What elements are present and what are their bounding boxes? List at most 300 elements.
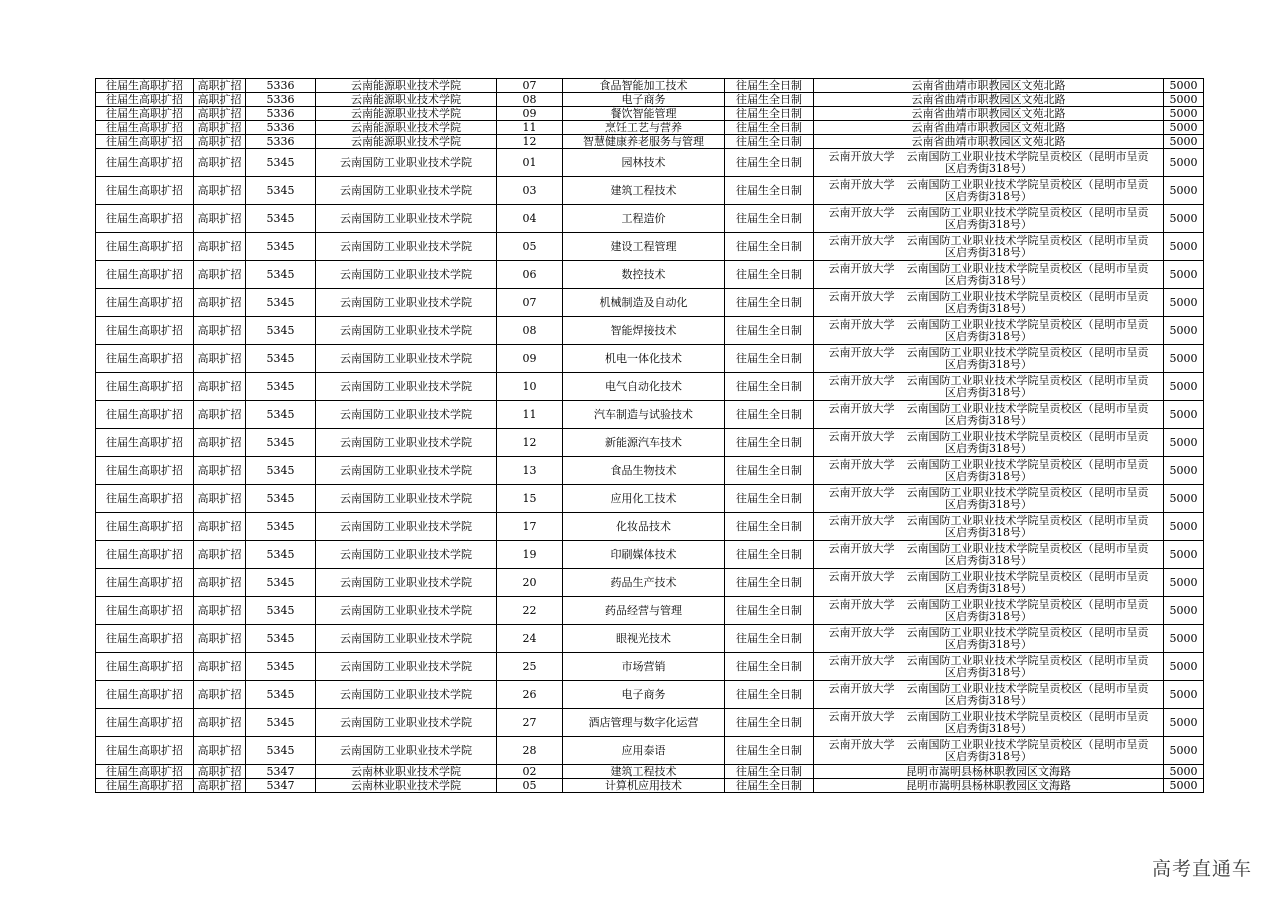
major-name-cell: 印刷媒体技术 [563, 541, 725, 569]
major-code-cell: 13 [497, 457, 563, 485]
major-code-cell: 03 [497, 177, 563, 205]
category-cell: 往届生高职扩招 [96, 709, 194, 737]
study-mode-cell: 往届生全日制 [725, 93, 814, 107]
table-row [96, 709, 1204, 737]
study-mode-cell: 往届生全日制 [725, 289, 814, 317]
school-name-cell: 云南国防工业职业技术学院 [316, 737, 497, 765]
school-code-cell: 5336 [246, 79, 316, 93]
school-code-cell: 5336 [246, 107, 316, 121]
major-name-cell: 智慧健康养老服务与管理 [563, 135, 725, 149]
table-row [96, 653, 1204, 681]
study-mode-cell: 往届生全日制 [725, 765, 814, 779]
plan-cell: 5000 [1164, 289, 1204, 317]
address-line2: 区启秀街318号） [945, 637, 1032, 651]
school-name-cell: 云南国防工业职业技术学院 [316, 429, 497, 457]
study-mode-cell: 往届生全日制 [725, 485, 814, 513]
type-cell: 高职扩招 [194, 233, 246, 261]
major-code-cell: 02 [497, 765, 563, 779]
major-code-cell: 26 [497, 681, 563, 709]
address-line1: 云南国防工业职业技术学院呈贡校区（昆明市呈贡 [906, 457, 1149, 471]
study-mode-cell: 往届生全日制 [725, 625, 814, 653]
address-line1: 云南国防工业职业技术学院呈贡校区（昆明市呈贡 [906, 569, 1149, 583]
address-line1: 云南国防工业职业技术学院呈贡校区（昆明市呈贡 [906, 625, 1149, 639]
major-name-cell: 酒店管理与数字化运营 [563, 709, 725, 737]
type-cell: 高职扩招 [194, 485, 246, 513]
table-row [96, 597, 1204, 625]
type-cell: 高职扩招 [194, 79, 246, 93]
address-line2: 区启秀街318号） [945, 609, 1032, 623]
address-cell [814, 485, 1164, 513]
type-cell: 高职扩招 [194, 177, 246, 205]
address-cell: 昆明市嵩明县杨林职教园区文海路 [814, 779, 1164, 793]
table-row [96, 625, 1204, 653]
address-campus: 云南开放大学 [828, 737, 895, 751]
type-cell: 高职扩招 [194, 373, 246, 401]
address-campus: 云南开放大学 [828, 709, 895, 723]
major-code-cell: 20 [497, 569, 563, 597]
address-line1: 云南国防工业职业技术学院呈贡校区（昆明市呈贡 [906, 149, 1149, 163]
school-name-cell: 云南国防工业职业技术学院 [316, 149, 497, 177]
study-mode-cell: 往届生全日制 [725, 317, 814, 345]
study-mode-cell: 往届生全日制 [725, 541, 814, 569]
address-campus: 云南开放大学 [828, 513, 895, 527]
plan-cell: 5000 [1164, 205, 1204, 233]
school-name-cell: 云南国防工业职业技术学院 [316, 569, 497, 597]
category-cell: 往届生高职扩招 [96, 107, 194, 121]
plan-cell: 5000 [1164, 737, 1204, 765]
address-line1: 云南国防工业职业技术学院呈贡校区（昆明市呈贡 [906, 345, 1149, 359]
major-code-cell: 09 [497, 107, 563, 121]
address-campus: 云南开放大学 [828, 149, 895, 163]
school-name-cell: 云南国防工业职业技术学院 [316, 345, 497, 373]
address-campus: 云南开放大学 [828, 373, 895, 387]
plan-cell: 5000 [1164, 779, 1204, 793]
address-line2: 区启秀街318号） [945, 245, 1032, 259]
address-line2: 区启秀街318号） [945, 525, 1032, 539]
major-name-cell: 建设工程管理 [563, 233, 725, 261]
address-cell [814, 373, 1164, 401]
school-name-cell: 云南国防工业职业技术学院 [316, 373, 497, 401]
school-code-cell: 5345 [246, 261, 316, 289]
major-name-cell: 烹饪工艺与营养 [563, 121, 725, 135]
plan-cell: 5000 [1164, 625, 1204, 653]
address-line2: 区启秀街318号） [945, 357, 1032, 371]
address-line2: 区启秀街318号） [945, 665, 1032, 679]
category-cell: 往届生高职扩招 [96, 317, 194, 345]
plan-cell: 5000 [1164, 709, 1204, 737]
major-name-cell: 园林技术 [563, 149, 725, 177]
school-code-cell: 5345 [246, 149, 316, 177]
study-mode-cell: 往届生全日制 [725, 107, 814, 121]
plan-cell: 5000 [1164, 569, 1204, 597]
address-cell: 云南省曲靖市职教园区文苑北路 [814, 93, 1164, 107]
type-cell: 高职扩招 [194, 625, 246, 653]
address-line2: 区启秀街318号） [945, 301, 1032, 315]
plan-cell: 5000 [1164, 135, 1204, 149]
address-campus: 云南开放大学 [828, 429, 895, 443]
category-cell: 往届生高职扩招 [96, 233, 194, 261]
major-code-cell: 08 [497, 93, 563, 107]
address-cell [814, 569, 1164, 597]
major-code-cell: 22 [497, 597, 563, 625]
major-name-cell: 眼视光技术 [563, 625, 725, 653]
type-cell: 高职扩招 [194, 289, 246, 317]
plan-cell: 5000 [1164, 177, 1204, 205]
school-name-cell: 云南国防工业职业技术学院 [316, 625, 497, 653]
address-cell: 云南省曲靖市职教园区文苑北路 [814, 107, 1164, 121]
school-code-cell: 5345 [246, 737, 316, 765]
address-line1: 云南国防工业职业技术学院呈贡校区（昆明市呈贡 [906, 709, 1149, 723]
address-line2: 区启秀街318号） [945, 413, 1032, 427]
school-code-cell: 5345 [246, 485, 316, 513]
address-line2: 区启秀街318号） [945, 329, 1032, 343]
school-name-cell: 云南能源职业技术学院 [316, 135, 497, 149]
type-cell: 高职扩招 [194, 779, 246, 793]
table-row [96, 373, 1204, 401]
address-line1: 云南国防工业职业技术学院呈贡校区（昆明市呈贡 [906, 485, 1149, 499]
school-code-cell: 5345 [246, 625, 316, 653]
address-cell [814, 205, 1164, 233]
table-row [96, 79, 1204, 93]
type-cell: 高职扩招 [194, 135, 246, 149]
address-campus: 云南开放大学 [828, 569, 895, 583]
type-cell: 高职扩招 [194, 765, 246, 779]
school-code-cell: 5345 [246, 541, 316, 569]
address-campus: 云南开放大学 [828, 485, 895, 499]
school-code-cell: 5345 [246, 177, 316, 205]
address-line2: 区启秀街318号） [945, 441, 1032, 455]
type-cell: 高职扩招 [194, 317, 246, 345]
study-mode-cell: 往届生全日制 [725, 709, 814, 737]
major-code-cell: 11 [497, 121, 563, 135]
type-cell: 高职扩招 [194, 569, 246, 597]
address-cell [814, 625, 1164, 653]
major-code-cell: 15 [497, 485, 563, 513]
category-cell: 往届生高职扩招 [96, 737, 194, 765]
major-code-cell: 04 [497, 205, 563, 233]
address-line2: 区启秀街318号） [945, 217, 1032, 231]
major-code-cell: 12 [497, 429, 563, 457]
major-name-cell: 建筑工程技术 [563, 177, 725, 205]
table-row [96, 107, 1204, 121]
address-cell [814, 457, 1164, 485]
major-code-cell: 24 [497, 625, 563, 653]
study-mode-cell: 往届生全日制 [725, 779, 814, 793]
category-cell: 往届生高职扩招 [96, 401, 194, 429]
major-code-cell: 17 [497, 513, 563, 541]
type-cell: 高职扩招 [194, 205, 246, 233]
address-campus: 云南开放大学 [828, 345, 895, 359]
address-line2: 区启秀街318号） [945, 721, 1032, 735]
study-mode-cell: 往届生全日制 [725, 681, 814, 709]
type-cell: 高职扩招 [194, 261, 246, 289]
address-cell [814, 317, 1164, 345]
school-name-cell: 云南国防工业职业技术学院 [316, 681, 497, 709]
school-code-cell: 5345 [246, 429, 316, 457]
category-cell: 往届生高职扩招 [96, 513, 194, 541]
category-cell: 往届生高职扩招 [96, 373, 194, 401]
category-cell: 往届生高职扩招 [96, 205, 194, 233]
table-row [96, 233, 1204, 261]
school-code-cell: 5345 [246, 681, 316, 709]
plan-cell: 5000 [1164, 765, 1204, 779]
major-name-cell: 机械制造及自动化 [563, 289, 725, 317]
plan-cell: 5000 [1164, 457, 1204, 485]
address-cell [814, 681, 1164, 709]
plan-cell: 5000 [1164, 149, 1204, 177]
major-name-cell: 市场营销 [563, 653, 725, 681]
category-cell: 往届生高职扩招 [96, 261, 194, 289]
address-cell [814, 177, 1164, 205]
plan-cell: 5000 [1164, 121, 1204, 135]
major-name-cell: 新能源汽车技术 [563, 429, 725, 457]
address-campus: 云南开放大学 [828, 681, 895, 695]
address-line1: 云南国防工业职业技术学院呈贡校区（昆明市呈贡 [906, 373, 1149, 387]
study-mode-cell: 往届生全日制 [725, 513, 814, 541]
category-cell: 往届生高职扩招 [96, 289, 194, 317]
major-code-cell: 10 [497, 373, 563, 401]
school-name-cell: 云南国防工业职业技术学院 [316, 485, 497, 513]
address-campus: 云南开放大学 [828, 289, 895, 303]
address-cell [814, 513, 1164, 541]
school-code-cell: 5336 [246, 135, 316, 149]
category-cell: 往届生高职扩招 [96, 429, 194, 457]
address-cell [814, 597, 1164, 625]
address-campus: 云南开放大学 [828, 597, 895, 611]
table-row [96, 457, 1204, 485]
school-name-cell: 云南能源职业技术学院 [316, 107, 497, 121]
major-code-cell: 11 [497, 401, 563, 429]
category-cell: 往届生高职扩招 [96, 135, 194, 149]
major-code-cell: 05 [497, 233, 563, 261]
address-line2: 区启秀街318号） [945, 469, 1032, 483]
table-row [96, 737, 1204, 765]
address-cell: 云南省曲靖市职教园区文苑北路 [814, 121, 1164, 135]
major-name-cell: 电气自动化技术 [563, 373, 725, 401]
plan-cell: 5000 [1164, 653, 1204, 681]
major-name-cell: 食品生物技术 [563, 457, 725, 485]
address-line2: 区启秀街318号） [945, 273, 1032, 287]
address-line1: 云南国防工业职业技术学院呈贡校区（昆明市呈贡 [906, 681, 1149, 695]
major-name-cell: 数控技术 [563, 261, 725, 289]
school-name-cell: 云南国防工业职业技术学院 [316, 457, 497, 485]
table-row [96, 401, 1204, 429]
plan-cell: 5000 [1164, 681, 1204, 709]
major-name-cell: 药品生产技术 [563, 569, 725, 597]
address-cell [814, 261, 1164, 289]
table-body [96, 79, 1204, 793]
address-campus: 云南开放大学 [828, 653, 895, 667]
major-name-cell: 药品经营与管理 [563, 597, 725, 625]
category-cell: 往届生高职扩招 [96, 121, 194, 135]
type-cell: 高职扩招 [194, 107, 246, 121]
school-name-cell: 云南国防工业职业技术学院 [316, 205, 497, 233]
enrollment-table [95, 78, 1204, 793]
address-line1: 云南国防工业职业技术学院呈贡校区（昆明市呈贡 [906, 289, 1149, 303]
school-code-cell: 5345 [246, 569, 316, 597]
school-name-cell: 云南国防工业职业技术学院 [316, 233, 497, 261]
study-mode-cell: 往届生全日制 [725, 569, 814, 597]
address-line1: 云南国防工业职业技术学院呈贡校区（昆明市呈贡 [906, 737, 1149, 751]
table-row [96, 93, 1204, 107]
table-row [96, 149, 1204, 177]
school-code-cell: 5345 [246, 653, 316, 681]
plan-cell: 5000 [1164, 345, 1204, 373]
address-line2: 区启秀街318号） [945, 189, 1032, 203]
category-cell: 往届生高职扩招 [96, 149, 194, 177]
address-line1: 云南国防工业职业技术学院呈贡校区（昆明市呈贡 [906, 261, 1149, 275]
plan-cell: 5000 [1164, 107, 1204, 121]
school-code-cell: 5345 [246, 317, 316, 345]
address-line1: 云南国防工业职业技术学院呈贡校区（昆明市呈贡 [906, 233, 1149, 247]
address-campus: 云南开放大学 [828, 261, 895, 275]
study-mode-cell: 往届生全日制 [725, 457, 814, 485]
study-mode-cell: 往届生全日制 [725, 121, 814, 135]
category-cell: 往届生高职扩招 [96, 79, 194, 93]
school-name-cell: 云南国防工业职业技术学院 [316, 513, 497, 541]
major-code-cell: 05 [497, 779, 563, 793]
type-cell: 高职扩招 [194, 653, 246, 681]
school-name-cell: 云南国防工业职业技术学院 [316, 289, 497, 317]
address-cell [814, 709, 1164, 737]
type-cell: 高职扩招 [194, 737, 246, 765]
category-cell: 往届生高职扩招 [96, 177, 194, 205]
plan-cell: 5000 [1164, 541, 1204, 569]
address-campus: 云南开放大学 [828, 625, 895, 639]
table-row [96, 289, 1204, 317]
major-code-cell: 19 [497, 541, 563, 569]
address-campus: 云南开放大学 [828, 457, 895, 471]
major-code-cell: 01 [497, 149, 563, 177]
school-code-cell: 5336 [246, 121, 316, 135]
major-name-cell: 应用泰语 [563, 737, 725, 765]
type-cell: 高职扩招 [194, 429, 246, 457]
type-cell: 高职扩招 [194, 401, 246, 429]
category-cell: 往届生高职扩招 [96, 345, 194, 373]
address-cell: 云南省曲靖市职教园区文苑北路 [814, 135, 1164, 149]
major-code-cell: 28 [497, 737, 563, 765]
school-name-cell: 云南能源职业技术学院 [316, 93, 497, 107]
type-cell: 高职扩招 [194, 93, 246, 107]
address-line1: 云南国防工业职业技术学院呈贡校区（昆明市呈贡 [906, 317, 1149, 331]
major-code-cell: 07 [497, 79, 563, 93]
school-name-cell: 云南林业职业技术学院 [316, 779, 497, 793]
table-row [96, 513, 1204, 541]
study-mode-cell: 往届生全日制 [725, 345, 814, 373]
study-mode-cell: 往届生全日制 [725, 261, 814, 289]
plan-cell: 5000 [1164, 233, 1204, 261]
school-code-cell: 5345 [246, 401, 316, 429]
address-cell [814, 401, 1164, 429]
type-cell: 高职扩招 [194, 597, 246, 625]
plan-cell: 5000 [1164, 401, 1204, 429]
school-name-cell: 云南国防工业职业技术学院 [316, 709, 497, 737]
study-mode-cell: 往届生全日制 [725, 429, 814, 457]
school-code-cell: 5345 [246, 709, 316, 737]
major-name-cell: 化妆品技术 [563, 513, 725, 541]
address-line1: 云南国防工业职业技术学院呈贡校区（昆明市呈贡 [906, 401, 1149, 415]
address-line2: 区启秀街318号） [945, 749, 1032, 763]
category-cell: 往届生高职扩招 [96, 541, 194, 569]
address-campus: 云南开放大学 [828, 205, 895, 219]
school-name-cell: 云南国防工业职业技术学院 [316, 317, 497, 345]
plan-cell: 5000 [1164, 513, 1204, 541]
category-cell: 往届生高职扩招 [96, 569, 194, 597]
type-cell: 高职扩招 [194, 457, 246, 485]
table-row [96, 779, 1204, 793]
school-code-cell: 5336 [246, 93, 316, 107]
address-cell [814, 345, 1164, 373]
address-cell [814, 149, 1164, 177]
category-cell: 往届生高职扩招 [96, 597, 194, 625]
table-row [96, 541, 1204, 569]
study-mode-cell: 往届生全日制 [725, 401, 814, 429]
address-line2: 区启秀街318号） [945, 497, 1032, 511]
address-line1: 云南国防工业职业技术学院呈贡校区（昆明市呈贡 [906, 541, 1149, 555]
major-name-cell: 餐饮智能管理 [563, 107, 725, 121]
table-row [96, 205, 1204, 233]
plan-cell: 5000 [1164, 373, 1204, 401]
address-line1: 云南国防工业职业技术学院呈贡校区（昆明市呈贡 [906, 177, 1149, 191]
school-name-cell: 云南国防工业职业技术学院 [316, 653, 497, 681]
school-name-cell: 云南国防工业职业技术学院 [316, 597, 497, 625]
study-mode-cell: 往届生全日制 [725, 737, 814, 765]
plan-cell: 5000 [1164, 597, 1204, 625]
address-line2: 区启秀街318号） [945, 693, 1032, 707]
school-code-cell: 5345 [246, 373, 316, 401]
school-name-cell: 云南国防工业职业技术学院 [316, 261, 497, 289]
major-name-cell: 食品智能加工技术 [563, 79, 725, 93]
major-name-cell: 工程造价 [563, 205, 725, 233]
address-line2: 区启秀街318号） [945, 553, 1032, 567]
plan-cell: 5000 [1164, 79, 1204, 93]
category-cell: 往届生高职扩招 [96, 681, 194, 709]
school-code-cell: 5345 [246, 457, 316, 485]
plan-cell: 5000 [1164, 93, 1204, 107]
plan-cell: 5000 [1164, 485, 1204, 513]
table-row [96, 429, 1204, 457]
major-code-cell: 09 [497, 345, 563, 373]
school-name-cell: 云南国防工业职业技术学院 [316, 401, 497, 429]
watermark-logo: 高考直通车 [1151, 858, 1252, 880]
type-cell: 高职扩招 [194, 149, 246, 177]
school-code-cell: 5345 [246, 233, 316, 261]
table-row [96, 135, 1204, 149]
study-mode-cell: 往届生全日制 [725, 79, 814, 93]
major-name-cell: 计算机应用技术 [563, 779, 725, 793]
major-name-cell: 汽车制造与试验技术 [563, 401, 725, 429]
address-campus: 云南开放大学 [828, 317, 895, 331]
study-mode-cell: 往届生全日制 [725, 653, 814, 681]
major-code-cell: 07 [497, 289, 563, 317]
category-cell: 往届生高职扩招 [96, 779, 194, 793]
plan-cell: 5000 [1164, 261, 1204, 289]
major-code-cell: 25 [497, 653, 563, 681]
school-code-cell: 5345 [246, 205, 316, 233]
address-cell [814, 429, 1164, 457]
major-name-cell: 应用化工技术 [563, 485, 725, 513]
table-row [96, 121, 1204, 135]
address-campus: 云南开放大学 [828, 541, 895, 555]
address-campus: 云南开放大学 [828, 233, 895, 247]
school-code-cell: 5347 [246, 765, 316, 779]
type-cell: 高职扩招 [194, 681, 246, 709]
table-row [96, 569, 1204, 597]
plan-cell: 5000 [1164, 429, 1204, 457]
major-code-cell: 12 [497, 135, 563, 149]
school-name-cell: 云南能源职业技术学院 [316, 79, 497, 93]
school-name-cell: 云南林业职业技术学院 [316, 765, 497, 779]
